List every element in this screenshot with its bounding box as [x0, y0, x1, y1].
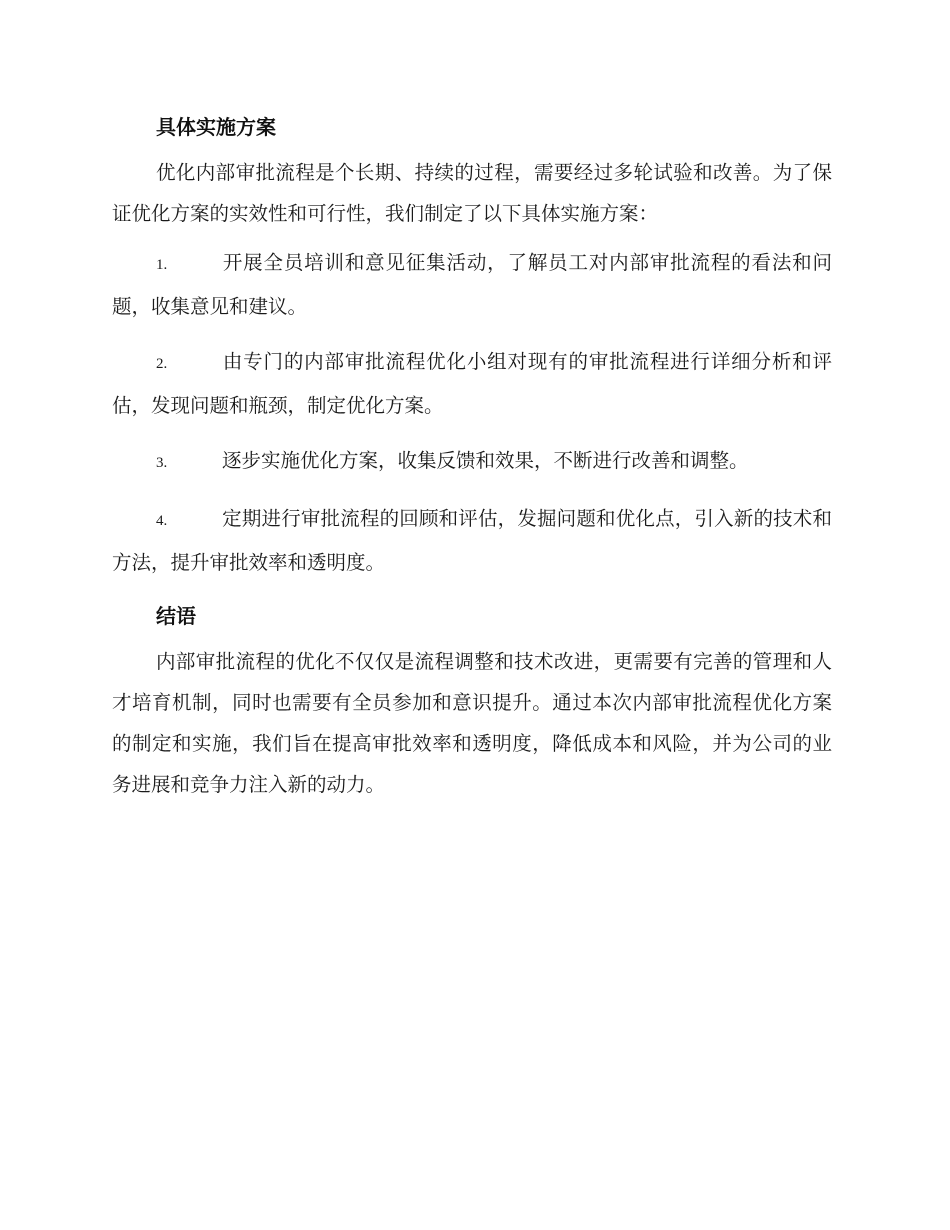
- list-item: [112, 341, 832, 426]
- section-heading-implementation: 具体实施方案: [156, 115, 276, 139]
- list-item: [112, 242, 832, 327]
- list-item-text: 由专门的内部审批流程优化小组对现有的审批流程进行详细分析和评估，发现问题和瓶颈，制定优化方案。: [112, 350, 832, 417]
- list-item-number: 2.: [156, 356, 168, 372]
- conclusion-body: 内部审批流程的优化不仅仅是流程调整和技术改进，更需要有完善的管理和人才培育机制，同时也需要有全员参加和意识提升。通过本次内部审批流程优化方案的制定和实施，我们旨在提高审批效率和透明度，降低成本和风险，并为公司的业务进展和竞争力注入新的动力。: [112, 650, 832, 796]
- list-item-text: 开展全员培训和意见征集活动，了解员工对内部审批流程的看法和问题，收集意见和建议。: [112, 251, 832, 318]
- list-item-number: 4.: [156, 513, 168, 529]
- implementation-intro: 优化内部审批流程是个长期、持续的过程，需要经过多轮试验和改善。为了保证优化方案的实效性和可行性，我们制定了以下具体实施方案：: [112, 161, 832, 225]
- list-item: [112, 440, 832, 484]
- section-heading-conclusion: 结语: [156, 604, 196, 628]
- document-page: [112, 108, 832, 813]
- list-item-text: 逐步实施优化方案，收集反馈和效果，不断进行改善和调整。: [222, 449, 749, 472]
- list-item: [112, 498, 832, 583]
- list-item-number: 1.: [156, 257, 168, 273]
- implementation-list: [112, 242, 832, 583]
- list-item-text: 定期进行审批流程的回顾和评估，发掘问题和优化点，引入新的技术和方法，提升审批效率和透明度。: [112, 507, 832, 574]
- list-item-number: 3.: [156, 455, 168, 471]
